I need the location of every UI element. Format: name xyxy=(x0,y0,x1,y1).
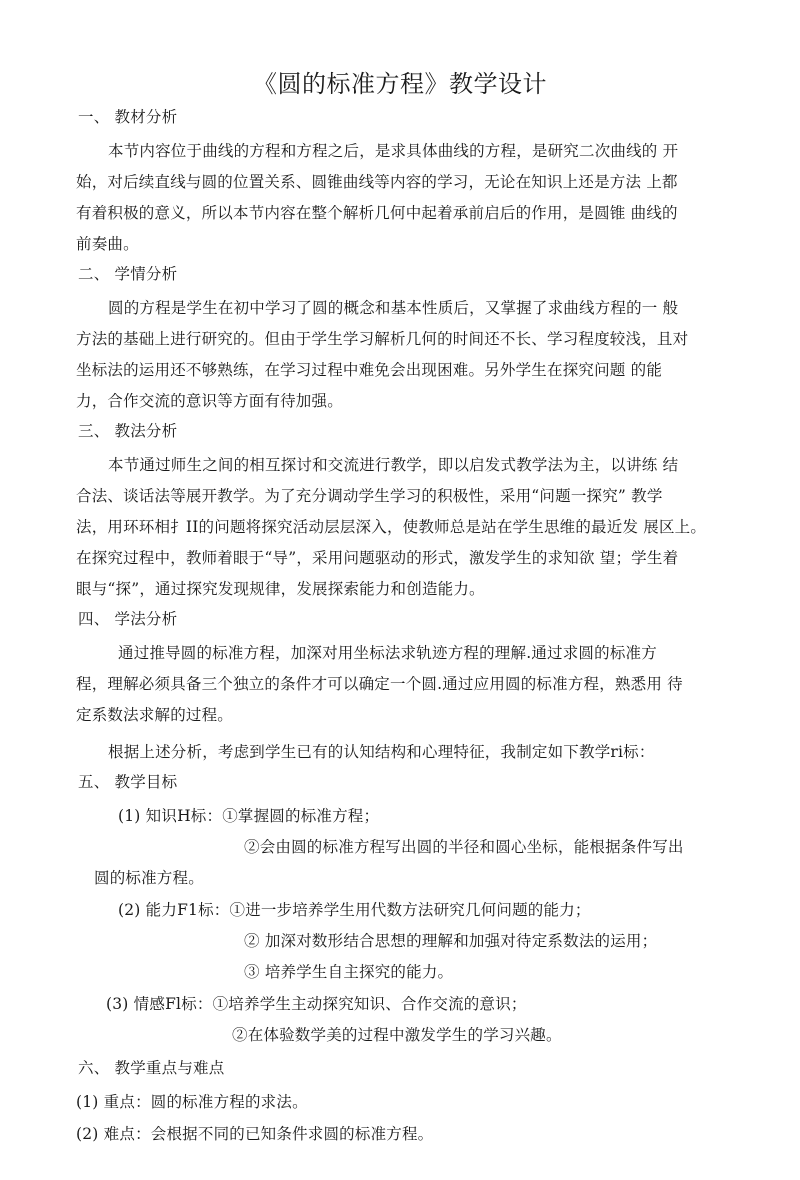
goal-line: 圆的标准方程。 xyxy=(94,869,204,887)
section-heading-learning-method: 四、 学法分析 xyxy=(78,610,178,628)
paragraph-line: 本节内容位于曲线的方程和方程之后，是求具体曲线的方程，是研究二次曲线的 开 xyxy=(108,142,679,160)
paragraph-line: 前奏曲。 xyxy=(76,235,139,253)
paragraph-line: 法，用环环相扌II的问题将探究活动层层深入，使教师总是站在学生思维的最近发 展区上。 xyxy=(76,518,707,536)
paragraph-line: 在探究过程中，教师着眼于“导”，采用问题驱动的形式，激发学生的求知欲 望；学生着 xyxy=(76,549,679,567)
paragraph-line: 始，对后续直线与圆的位置关系、圆锥曲线等内容的学习，无论在知识上还是方法 上都 xyxy=(76,173,678,191)
key-point-line: (2) 难点：会根据不同的已知条件求圆的标准方程。 xyxy=(76,1125,434,1143)
section-heading-teaching-method: 三、 教法分析 xyxy=(78,422,178,440)
goal-line: ③ 培养学生自主探究的能力。 xyxy=(244,963,454,981)
paragraph-line: 眼与“探”，通过探究发现规律，发展探索能力和创造能力。 xyxy=(76,580,485,598)
paragraph-line: 合法、谈话法等展开教学。为了充分调动学生学习的积极性，采用“问题一探究” 教学 xyxy=(76,487,663,505)
paragraph-line: 坐标法的运用还不够熟练，在学习过程中难免会出现困难。另外学生在探究问题 的能 xyxy=(76,361,663,379)
section-heading-teaching-goals: 五、 教学目标 xyxy=(78,773,178,791)
paragraph-line: 有着积极的意义，所以本节内容在整个解析几何中起着承前启后的作用，是圆锥 曲线的 xyxy=(76,204,678,222)
section-heading-key-points: 六、 教学重点与难点 xyxy=(78,1059,225,1077)
key-point-line: (1) 重点：圆的标准方程的求法。 xyxy=(76,1093,308,1111)
paragraph-line: 本节通过师生之间的相互探讨和交流进行教学，即以启发式教学法为主，以讲练 结 xyxy=(108,456,679,474)
paragraph-line: 力，合作交流的意识等方面有待加强。 xyxy=(76,392,343,410)
paragraph-line: 方法的基础上进行研究的。但由于学生学习解析几何的时间还不长、学习程度较浅，且对 xyxy=(76,330,689,348)
paragraph-line: 定系数法求解的过程。 xyxy=(76,706,234,724)
goal-line: ②在体验数学美的过程中激发学生的学习兴趣。 xyxy=(232,1026,562,1044)
goal-line: (3) 情感Fl标：①培养学生主动探究知识、合作交流的意识； xyxy=(106,995,527,1013)
goal-line: (1) 知识H标：①掌握圆的标准方程； xyxy=(118,807,380,825)
paragraph-line: 程，理解必须具备三个独立的条件才可以确定一个圆.通过应用圆的标准方程，熟悉用 待 xyxy=(76,675,683,693)
paragraph-line: 根据上述分析，考虑到学生已有的认知结构和心理特征，我制定如下教学ri标： xyxy=(108,743,655,761)
goal-line: (2) 能力F1标：①进一步培养学生用代数方法研究几何问题的能力； xyxy=(118,901,591,919)
section-heading-textbook-analysis: 一、 教材分析 xyxy=(78,108,178,126)
paragraph-line: 通过推导圆的标准方程，加深对用坐标法求轨迹方程的理解.通过求圆的标准方 xyxy=(118,644,657,662)
goal-line: ② 加深对数形结合思想的理解和加强对待定系数法的运用； xyxy=(244,932,658,950)
document-title: 《圆的标准方程》教学设计 xyxy=(253,70,547,98)
section-heading-student-analysis: 二、 学情分析 xyxy=(78,265,178,283)
paragraph-line: 圆的方程是学生在初中学习了圆的概念和基本性质后，又掌握了求曲线方程的一 般 xyxy=(108,299,679,317)
goal-line: ②会由圆的标准方程写出圆的半径和圆心坐标，能根据条件写出 xyxy=(244,838,684,856)
